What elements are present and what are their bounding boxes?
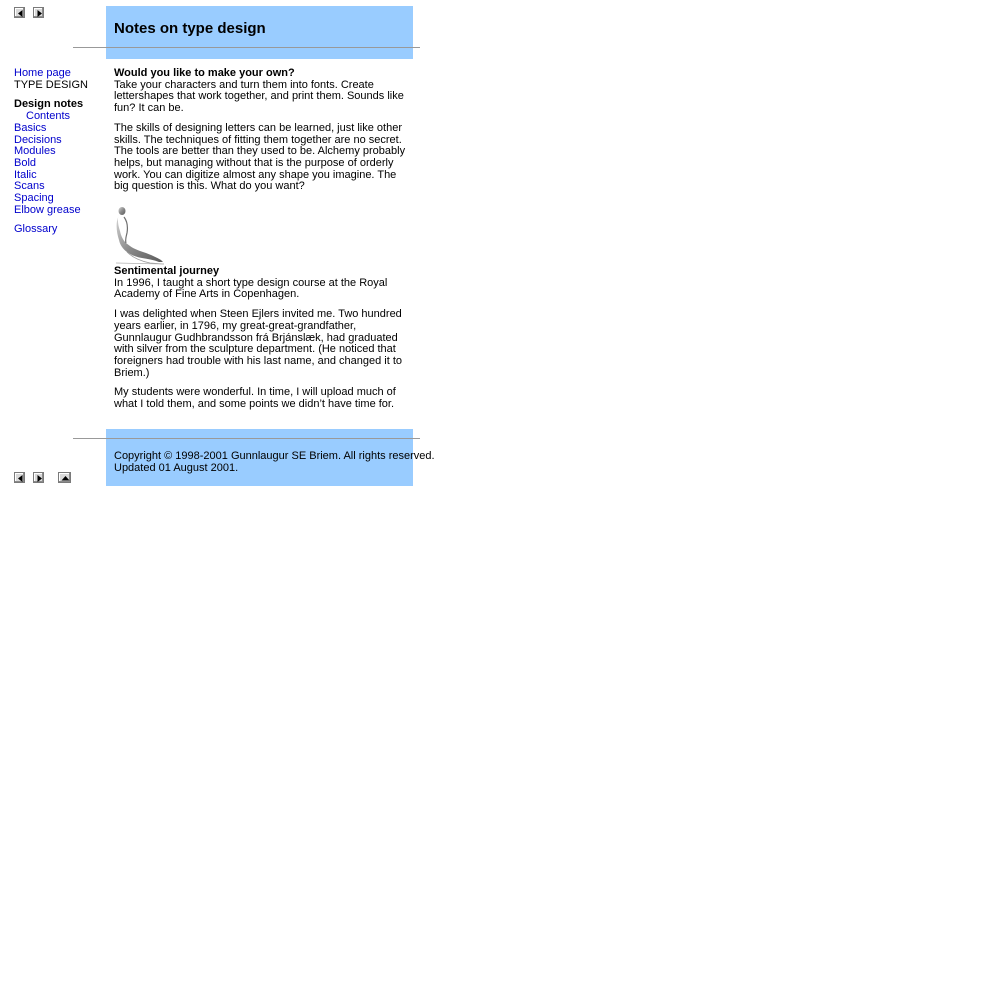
sidebar-heading: Design notes: [14, 98, 84, 111]
sidebar-link-scans[interactable]: Scans: [14, 180, 45, 193]
updated-date: Updated 01 August 2001.: [114, 461, 239, 474]
triangle-left-icon: [15, 8, 26, 19]
statue-figure-image: [114, 205, 166, 265]
sidebar-link-decisions[interactable]: Decisions: [14, 133, 62, 146]
sidebar-link-elbow-grease[interactable]: Elbow grease: [14, 203, 81, 216]
sidebar-link-spacing[interactable]: Spacing: [14, 192, 54, 205]
students-paragraph: My students were wonderful. In time, I will upload much of what I told them, and some points we didn’t have time for.: [114, 386, 396, 411]
journey-text: In 1996, I taught a short type design course at the Royal Academy of Fine Arts in Copenhagen.: [114, 276, 388, 301]
skills-paragraph: The skills of designing letters can be learned, just like other skills. The techniques of fitting them together are no secret. The tools are better than they used to be. Alchemy probably helps, but managing without that is the purpose of orderly work. You can digitize almost any shape you imagine. The big question is this. What do you want?: [114, 121, 406, 193]
header-divider: [73, 47, 420, 48]
previous-page-button-bottom[interactable]: [14, 472, 25, 483]
triangle-up-icon: [59, 473, 72, 484]
triangle-left-icon: [15, 473, 26, 484]
sidebar-link-glossary[interactable]: Glossary: [14, 223, 58, 236]
sidebar-link-modules[interactable]: Modules: [14, 145, 56, 158]
footer-divider: [73, 438, 420, 439]
sidebar-section-label: TYPE DESIGN: [14, 78, 88, 91]
intro-heading: Would you like to make your own?: [114, 67, 295, 79]
previous-page-button[interactable]: [14, 7, 25, 18]
sidebar-link-italic[interactable]: Italic: [14, 168, 37, 181]
main-content: [114, 68, 413, 419]
triangle-right-icon: [34, 8, 45, 19]
sidebar-nav: [14, 68, 102, 236]
sidebar-link-home[interactable]: Home page: [14, 67, 71, 79]
sidebar-link-bold[interactable]: Bold: [14, 156, 37, 169]
footer: [114, 450, 435, 474]
journey-paragraph: [114, 266, 413, 301]
next-page-button-bottom[interactable]: [33, 472, 44, 483]
triangle-right-icon: [34, 473, 45, 484]
copyright-text: Copyright © 1998-2001 Gunnlaugur SE Briem. All rights reserved.: [114, 450, 435, 462]
intro-text: Take your characters and turn them into fonts. Create lettershapes that work together, and print them. Sounds like fun? It can be.: [114, 78, 404, 115]
page-title: Notes on type design: [114, 20, 266, 37]
sidebar-link-contents[interactable]: Contents: [26, 110, 71, 123]
journey-heading: Sentimental journey: [114, 265, 220, 278]
back-to-top-button[interactable]: [58, 472, 71, 483]
intro-paragraph: [114, 68, 413, 115]
sidebar-link-basics[interactable]: Basics: [14, 121, 47, 134]
next-page-button[interactable]: [33, 7, 44, 18]
ancestry-paragraph: I was delighted when Steen Ejlers invited me. Two hundred years earlier, in 1796, my great-great-grandfather, Gunnlaugur Gudhbrandsson frá Brjánslæk, had graduated with silver from the sculpture department. (He noticed that foreigners had trouble with his last name, and changed it to Briem.): [114, 308, 403, 379]
